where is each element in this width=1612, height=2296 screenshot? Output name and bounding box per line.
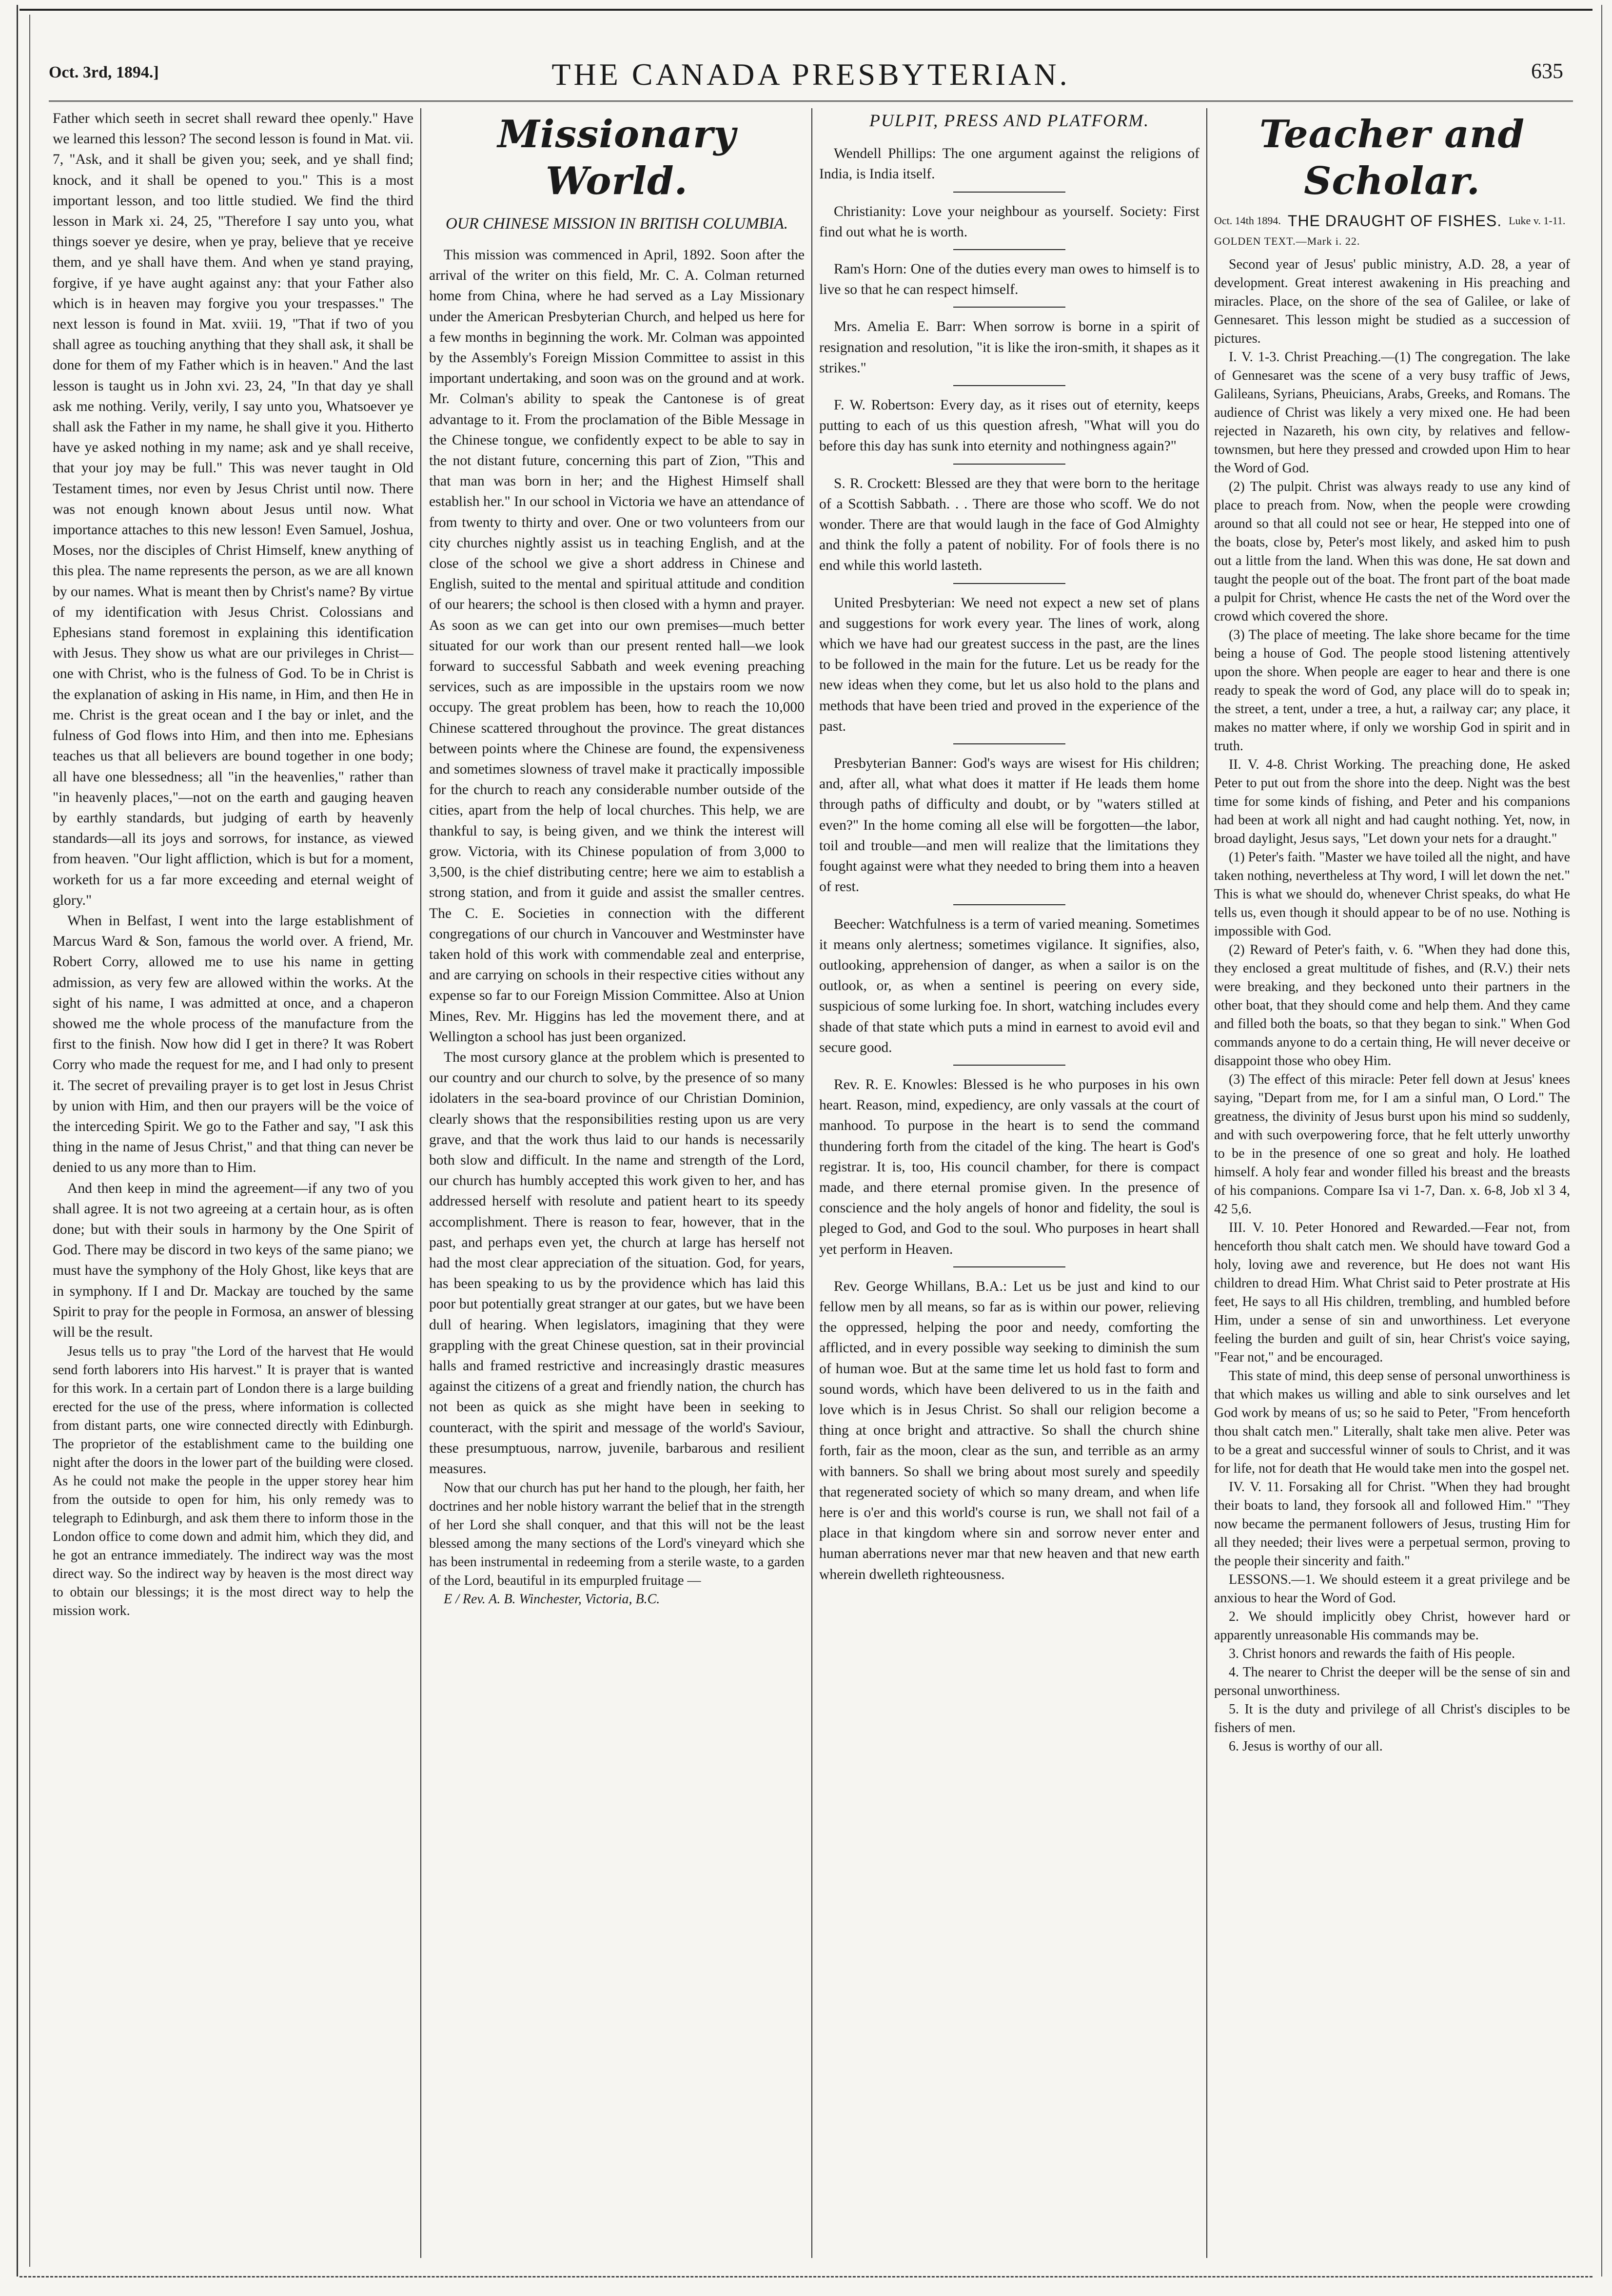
lesson-paragraph: (1) Peter's faith. "Master we have toiled all the night, and have taken nothing, nevertheless at Thy word, I will let down the net." This is what we should do, whenever Christ speaks, do what He tells us, even though it should appear to be of no use. Nothing is impossible with God. [1214, 850, 1570, 939]
column-divider [420, 108, 421, 2258]
page-number: 635 [1531, 59, 1563, 83]
section-heading-pulpit-press: PULPIT, PRESS AND PLATFORM. [869, 111, 1150, 130]
quote-separator [953, 192, 1065, 193]
lesson-paragraph: (2) Reward of Peter's faith, v. 6. "When they had done this, they enclosed a great multitude of fishes, and (R.V.) their nets were breaking, and they beckoned unto their partners in the other boat, that they should come and help them. And they came and filled both the boats, so that they began to sink." When God commands anyone to do a certain thing, He will never deceive or disappoint those who obey Him. [1214, 942, 1570, 1069]
quote-item: Presbyterian Banner: God's ways are wisest for His children; and, after all, what what does it matter if He leads them home through paths of difficulty and doubt, or by "waters stilled at even?" In the home coming all else will be forgotten—the labor, toil and trouble—and men will realize that the limitations they fought against were what they needed to bring them into a heaven of rest. [819, 756, 1199, 895]
column-1-prayer-article [53, 108, 413, 2263]
column-3-pulpit-press-platform [819, 108, 1199, 2263]
quote-separator [953, 249, 1065, 250]
top-border-rule [20, 9, 1592, 11]
column-2-missionary-world [429, 108, 805, 2263]
lesson-paragraph: (3) The effect of this miracle: Peter fell down at Jesus' knees saying, "Depart from me, for I am a sinful man, O Lord." The greatness, the divinity of Jesus burst upon his mind so suddenly, and with such overpowering force, that he felt utterly unworthy to be in the presence of one so great and holy. He loathed himself. A holy fear and wonder filled his breast and the breasts of his companions. Compare Isa vi 1-7, Dan. x. 6-8, Job xl 3 4, 42 5,6. [1214, 1072, 1570, 1217]
column-divider [1206, 108, 1207, 2258]
lesson-title: THE DRAUGHT OF FISHES. [1287, 212, 1502, 230]
lessons-list-item: LESSONS.—1. We should esteem it a great privilege and be anxious to hear the Word of God. [1214, 1572, 1570, 1606]
quote-item: Mrs. Amelia E. Barr: When sorrow is borne in a spirit of resignation and resolution, "it is like the iron-smith, it shapes as it strikes." [819, 319, 1199, 376]
quote-separator [953, 464, 1065, 465]
quote-item: F. W. Robertson: Every day, as it rises out of eternity, keeps putting to each of us this question afresh, "What will you do before this day has sunk into eternity and nothingness again?" [819, 397, 1199, 454]
article-paragraph: When in Belfast, I went into the large establishment of Marcus Ward & Son, famous the world over. A friend, Mr. Robert Corry, allowed me to use his name in getting admission, as very few are allowed within the works. At the sight of his name, I was admitted at once, and a chaperon showed me the whole process of the manufacture from the first to the finish. Now how did I get in there? It was Robert Corry who made the request for me, and I had only to present it. The secret of prevailing prayer is to get lost in Jesus Christ by union with Him, and then our prayers will be the voice of the interceding Spirit. We go to the Father and say, "I ask this thing in the name of Jesus Christ," and that thing can never be denied to us any more than to Him. [53, 913, 413, 1176]
section-heading-missionary-world: Missionary World. [497, 112, 736, 203]
bottom-border-rule [20, 2276, 1592, 2277]
quote-item: Wendell Phillips: The one argument against the religions of India, is India itself. [819, 146, 1199, 182]
lessons-list-item: 3. Christ honors and rewards the faith of His people. [1229, 1646, 1515, 1661]
article-paragraph: And then keep in mind the agreement—if any two of you shall agree. It is not two agreeing at a certain hour, as is often done; but with their souls in harmony by the One Spirit of God. There may be discord in two keys of the same piano; we must have the symphony of the Holy Ghost, like keys that are in symphony. If I and Dr. Mackay are touched by the same Spirit to pray for the people in Formosa, an answer of blessing will be the result. [53, 1180, 413, 1340]
article-paragraph: The most cursory glance at the problem which is presented to our country and our church to solve, by the presence of so many idolaters in the sea-board province of our Christian Dominion, clearly shows that the responsibilities resting upon us are very grave, and that the work thus laid to our hands is necessarily both slow and difficult. In the name and strength of the Lord, our church has humbly accepted this work given to her, and has addressed herself with resolute and patient heart to its speedy accomplishment. There is reason to fear, however, that in the past, and perhaps even yet, the church at large has herself not had the most clear appreciation of the situation. God, for years, has been speaking to us by the providence which has laid this poor but potentially great stranger at our gates, but we have been dull of hearing. When legislators, imagining that they were grappling with the great Chinese question, sat in their provincial halls and framed restrictive and increasingly drastic measures against the citizens of a great and friendly nation, the church has not been as quick as she might have been in seeking to counteract, with the spirit and message of the world's Saviour, these presumptuous, narrow, juvenile, barbarous and resilient measures. [429, 1049, 805, 1477]
lessons-list-item: 4. The nearer to Christ the deeper will be the sense of sin and personal unworthiness. [1214, 1665, 1570, 1698]
quote-separator [953, 583, 1065, 584]
quote-separator [953, 904, 1065, 905]
lesson-paragraph: II. V. 4-8. Christ Working. The preaching done, He asked Peter to put out from the shore into the deep. Night was the best time for some kinds of fishing, and Peter and his companions had been at work all night and had caught nothing. Yet, now, in broad daylight, Jesus says, "Let down your nets for a draught." [1214, 757, 1570, 846]
article-paragraph: Father which seeth in secret shall reward thee openly." Have we learned this lesson? The second lesson is found in Mat. vii. 7, "Ask, and it shall be given you; seek, and ye shall find; knock, and it shall be opened to you." This is a most important lesson, and too little studied. We find the third lesson in Mark xi. 24, 25, "Therefore I say unto you, what things soever ye desire, when ye pray, believe that ye receive them, and ye shall have them. And when ye stand praying, forgive, if ye have aught against any: that your Father also which is in heaven may forgive you your trespasses." The next lesson is found in Mat. xviii. 19, "That if two of you shall agree as touching anything that they shall ask, it shall be done for them of my Father which is in heaven." And the last lesson is taught us in John xvi. 23, 24, "In that day ye shall ask me nothing. Verily, verily, I say unto you, Whatsoever ye shall ask the Father in my name, he shall give it you. Hitherto have ye asked nothing in my name; ask and ye shall receive, that your joy may be full." This was never taught in Old Testament times, nor even by Jesus Christ until now. There was not enough known about Jesus until now. What importance attaches to this new lesson! Even Samuel, Joshua, Moses, nor the disciples of Christ Himself, knew anything of this plea. The name represents the person, as we are all known by our names. What is meant then by Christ's name? By virtue of my identification with Jesus Christ. Colossians and Ephesians stand foremost in explaining this identification with Jesus. They show us what are our privileges in Christ—one with Christ, who is the fulness of God. To be in Christ is the explanation of asking in His name, in Him, and then He in me. Christ is the great ocean and I the bay or inlet, and the fulness of God flows into Him, and then into me. Ephesians teaches us that all believers are bound together in one body; all have one blessedness; all "in the heavenlies," rather than "in heavenly places,"—not on the earth and gauging heaven by earthly standards, but judging of earth by heavenly standards—all its joys and sorrows, for instance, as viewed from heaven. "Our light affliction, which is but for a moment, worketh for us a far more exceeding and eternal weight of glory." [53, 111, 413, 908]
article-paragraph: Jesus tells us to pray "the Lord of the harvest that He would send forth laborers into His harvest." It is prayer that is wanted for this work. In a certain part of London there is a large building erected for the use of the press, where information is collected from distant parts, one wire connected directly with Edinburgh. The proprietor of the establishment came to the building one night after the doors in the lower part of the building were closed. As he could not make the people in the upper storey hear him from the outside to open for him, his only remedy was to telegraph to Edinburgh, and ask them there to inform those in the London office to come down and admit him, which they did, and he got an entrance immediately. The indirect way was the most direct way. So the indirect way by heaven is the most direct way to obtain our blessings; it is the most direct way to help the mission work. [53, 1344, 413, 1619]
masthead-title: THE CANADA PRESBYTERIAN. [551, 57, 1070, 92]
quote-item: S. R. Crockett: Blessed are they that were born to the heritage of a Scottish Sabbath. . . There are those who scoff. We do not wonder. There are that would laugh in the face of God Almighty and think the folly a patent of nobility. For of fools there is no end while this world lasteth. [819, 475, 1199, 574]
quote-item: United Presbyterian: We need not expect a new set of plans and suggestions for work every year. The lines of work, along which we have had our greatest success in the past, are the lines to be followed in the main for the future. Let us be ready for the new ideas when they come, but let us also hold to the plans and methods that have been tried and proved in the experience of the past. [819, 595, 1199, 734]
lesson-paragraph: This state of mind, this deep sense of personal unworthiness is that which makes us willing and able to sink ourselves and let God work by means of us; so he said to Peter, "From henceforth thou shalt catch men." Literally, shalt take men alive. Peter was to be a great and successful winner of souls to Christ, and it was for life, not for death that He would take men into the gospel net. [1214, 1368, 1570, 1476]
section-heading-teacher-scholar: Teacher and Scholar. [1259, 112, 1525, 203]
left-border-line [17, 5, 18, 2277]
quote-separator [953, 307, 1065, 308]
lessons-list-item: 2. We should implicitly obey Christ, however hard or apparently unreasonable His commands may be. [1214, 1609, 1570, 1643]
page-header [49, 39, 1573, 93]
article-paragraph: This mission was commenced in April, 1892. Soon after the arrival of the writer on this field, Mr. C. A. Colman returned home from China, where he had served as a Lay Missionary under the American Presbyterian Church, and helped us here for a few months in beginning the work. Mr. Colman was appointed by the Assembly's Foreign Mission Committee to assist in this important undertaking, and soon was on the ground and at work. Mr. Colman's ability to speak the Cantonese is of great advantage to it. From the proclamation of the Bible Message in the Chinese tongue, we confidently expect to be able to say in the not distant future, concerning this part of Zion, "This and that man was born in her; and the Highest Himself shall establish her." In our school in Victoria we have an attendance of from twenty to thirty and over. One or two volunteers from our city churches nightly assist us in teaching English, and at the close of the school we give a short address in Chinese and English, suited to the mental and spiritual attitude and condition of our hearers; the school is then closed with a hymn and prayer. As soon as we can get into our own premises—much better situated for our work than our present rented hall—we look forward to successful Sabbath and week evening preaching services, such as are impossible in the upstairs room we now occupy. The great problem has been, how to reach the 10,000 Chinese scattered throughout the province. The great distances between points where the Chinese are found, the expensiveness and sometimes slowness of travel make it practically impossible for the church to reach any considerable number outside of the cities, apart from the help of local churches. This help, we are thankful to say, is being given, and we think the interest will grow. Victoria, with its Chinese population of from 3,000 to 3,500, is the chief distributing centre; here we aim to establish a strong station, and from it guide and assist the smaller centres. The C. E. Societies in connection with the different congregations of our church in Vancouver and Westminster have taken hold of this work with commendable zeal and enterprise, and are carrying on schools in their respective cities without any expense so far to our Foreign Mission Committee. Also at Union Mines, Rev. Mr. Higgins has led the movement there, and at Wellington a school has just been organized. [429, 247, 805, 1045]
lesson-date: Oct. 14th 1894. [1214, 214, 1281, 227]
lesson-paragraph: (2) The pulpit. Christ was always ready to use any kind of place to preach from. Now, when the people were crowding around so that all could not see or hear, He stepped into one of the boats, close by, Peter's most likely, and asked him to push out a little from the land. When this was done, He sat down and taught the people out of the boat. The front part of the boat made a pulpit for Christ, whence He casts the net of the Word over the crowd which covered the shore. [1214, 479, 1570, 624]
article-signature: E / Rev. A. B. Winchester, Victoria, B.C. [444, 1592, 660, 1607]
article-subheading: OUR CHINESE MISSION IN BRITISH COLUMBIA. [445, 215, 788, 233]
quote-separator [953, 743, 1065, 744]
quote-separator [953, 1065, 1065, 1066]
quote-separator [953, 1266, 1065, 1267]
left-inner-border-line [29, 15, 30, 2267]
column-divider [811, 108, 812, 2258]
lesson-paragraph: (3) The place of meeting. The lake shore became for the time being a house of God. The people stood listening attentively upon the shore. When people are eager to hear and there is one ready to speak the word of God, any place will do to speak in; the street, a tent, under a tree, a hut, a railway car; any place, it makes no matter where, if only we worship God in spirit and in truth. [1214, 627, 1570, 754]
issue-date: Oct. 3rd, 1894.] [49, 63, 159, 81]
lesson-title-line [1214, 214, 1570, 228]
lesson-paragraph: IV. V. 11. Forsaking all for Christ. "When they had brought their boats to land, they forsook all and followed Him." "They now became the permanent followers of Jesus, trusting Him for all they needed; their lives were a perpetual sermon, proving to the people their sincerity and faith." [1214, 1479, 1570, 1569]
lessons-list-item: 6. Jesus is worthy of our all. [1229, 1739, 1383, 1754]
quote-separator [953, 385, 1065, 386]
article-paragraph: Now that our church has put her hand to the plough, her faith, her doctrines and her noble history warrant the belief that in the strength of her Lord she shall conquer, and that this will not be the least blessed among the many sections of the Lord's vineyard which she has been instrumental in redeeming from a sterile waste, to a garden of the Lord, beautiful in its empurpled fruitage — [429, 1480, 805, 1589]
quote-item: Ram's Horn: One of the duties every man owes to himself is to live so that he can respect himself. [819, 261, 1199, 298]
quote-item: Christianity: Love your neighbour as yourself. Society: First find out what he is worth. [819, 203, 1199, 240]
right-border-line [1601, 5, 1602, 2277]
column-4-teacher-and-scholar [1214, 108, 1570, 2263]
quote-item: Rev. George Whillans, B.A.: Let us be just and kind to our fellow men by all means, so far as is within our power, relieving the oppressed, helping the poor and needy, comforting the afflicted, and in every possible way seeking to diminish the sum of human woe. But at the same time let us hold fast to form and sound words, which have been delivered to us in the faith and love which is in Jesus Christ. So shall our religion become a thing at once bright and attractive. So shall the church shine forth, fair as the moon, clear as the sun, and terrible as an army with banners. So shall we bring about most surely and speedily that regenerated society of which so many dream, and when life here is o'er and this world's course is run, we shall not fail of a place in that kingdom where sin and sorrow never enter and human aberrations never mar that new heaven and that new earth wherein dwelleth righteousness. [819, 1278, 1199, 1582]
lessons-list-item: 5. It is the duty and privilege of all Christ's disciples to be fishers of men. [1214, 1702, 1570, 1735]
lesson-scripture-ref: Luke v. 1-11. [1509, 214, 1566, 227]
quote-item: Beecher: Watchfulness is a term of varied meaning. Sometimes it means only alertness; sometimes vigilance. It signifies, also, outlooking, apprehension of danger, as when a sailor is on the outlook, or, as when a sentinel is peering on every side, suspicious of some lurking foe. In short, watching includes every shade of that state which puts a mind in earnest to avoid evil and secure good. [819, 916, 1199, 1055]
quote-item: Rev. R. E. Knowles: Blessed is he who purposes in his own heart. Reason, mind, expediency, are only vassals at the court of manhood. To purpose in the heart is to send the command thundering forth from the citadel of the king. The heart is God's registrar. It is, too, His council chamber, for there is compact made, and there eternal promise given. In the presence of conscience and the holy angels of honor and fidelity, the soul is pleged to God, and God to the soul. Who purposes in heart shall yet perform in Heaven. [819, 1076, 1199, 1257]
lesson-paragraph: III. V. 10. Peter Honored and Rewarded.—Fear not, from henceforth thou shalt catch men. We should have toward God a holy, loving awe and reverence, but He does not want His children to dread Him. What Christ said to Peter prostrate at His feet, He says to all His children, trembling, and humbled before Him, under a sense of sin and unworthiness. Let everyone feeling the burden and guilt of sin, hear Christ's voice saying, "Fear not," and be encouraged. [1214, 1220, 1570, 1365]
lesson-paragraph: I. V. 1-3. Christ Preaching.—(1) The congregation. The lake of Gennesaret was the scene of a very busy traffic of Jews, Galileans, Syrians, Pheuicians, Arabs, Greeks, and Romans. The audience of Christ was likely a very mixed one. He had been rejected in Nazareth, his own city, by relatives and fellow-townsmen, but here they pressed and crowded upon Him to hear the Word of God. [1214, 350, 1570, 476]
header-rule [49, 100, 1573, 102]
lesson-intro: Second year of Jesus' public ministry, A.D. 28, a year of development. Great interest awakening in His preaching and miracles. Place, on the shore of the sea of Galilee, or lake of Gennesaret. This lesson might be studied as a succession of pictures. [1214, 257, 1570, 346]
golden-text: GOLDEN TEXT.—Mark i. 22. [1214, 235, 1360, 247]
